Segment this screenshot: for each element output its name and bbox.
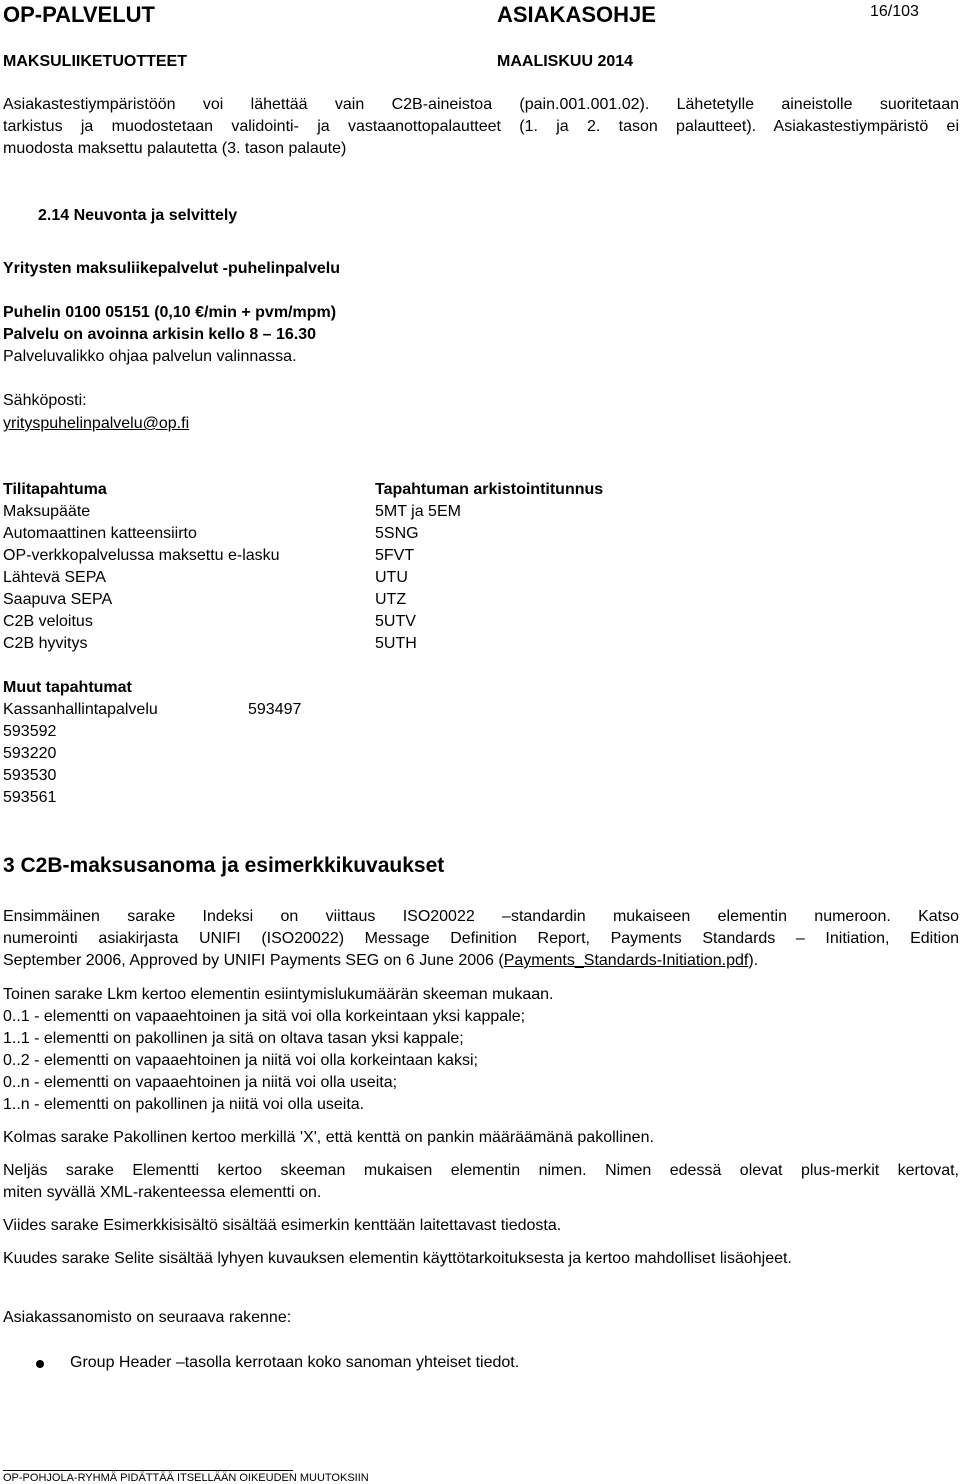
intro-line: muodosta maksettu palautetta (3. tason palaute) — [3, 140, 347, 157]
paragraph-line: 0..1 - elementti on vapaaehtoinen ja sitä voi olla korkeintaan yksi kappale; — [3, 1008, 526, 1025]
table-row — [3, 611, 803, 633]
section-3-paragraph-4 — [3, 1160, 959, 1204]
table-cell: 5SNG — [375, 525, 419, 542]
paragraph-line: 1..n - elementti on pakollinen ja niitä voi olla useita. — [3, 1096, 365, 1113]
paragraph-line: numerointi asiakirjasta UNIFI (ISO20022) Message Definition Report, Payments Standards – Initiation, Edition — [3, 930, 959, 947]
payments-standards-link[interactable]: Payments_Standards-Initiation.pdf — [503, 952, 749, 969]
table-cell: C2B hyvitys — [3, 635, 88, 652]
menu-line: Palveluvalikko ohjaa palvelun valinnassa. — [3, 348, 297, 365]
table-row — [3, 633, 803, 655]
intro-paragraph — [3, 94, 959, 160]
other-event-code: 593220 — [3, 745, 57, 762]
table-cell: 5UTH — [375, 635, 417, 652]
bullet-text: Group Header –tasolla kerrotaan koko sanoman yhteiset tiedot. — [70, 1354, 520, 1371]
table-cell: Saapuva SEPA — [3, 591, 113, 608]
other-events-first-code: 593497 — [248, 701, 302, 718]
section-3-paragraph-6 — [3, 1248, 959, 1270]
table-cell: 5UTV — [375, 613, 416, 630]
other-events-heading: Muut tapahtumat — [3, 679, 132, 696]
section-3-paragraph-2 — [3, 984, 959, 1116]
intro-line: tarkistus ja muodostetaan validointi- ja vastaanottopalautteet (1. ja 2. tason palautteet). Asiakastestiympäristö ei — [3, 118, 959, 135]
paragraph-line: Neljäs sarake Elementti kertoo skeeman mukaisen elementin nimen. Nimen edessä olevat plus-merkit kertovat, — [3, 1162, 959, 1179]
table-cell: UTU — [375, 569, 408, 586]
table-row — [3, 589, 803, 611]
section-3-paragraph-1 — [3, 906, 959, 972]
footer-divider — [3, 1470, 293, 1471]
other-events-first-label: Kassanhallintapalvelu — [3, 701, 158, 718]
header-center-title: ASIAKASOHJE — [497, 2, 656, 27]
paragraph-line: Ensimmäinen sarake Indeksi on viittaus ISO20022 –standardin mukaiseen elementin numeroon. Katso — [3, 908, 959, 925]
table-cell: OP-verkkopalvelussa maksettu e-lasku — [3, 547, 280, 564]
header-date: MAALISKUU 2014 — [497, 53, 634, 70]
link-prefix: September 2006, Approved by UNIFI Payments SEG on 6 June 2006 ( — [3, 952, 504, 969]
table-row — [3, 545, 803, 567]
table-row — [3, 501, 803, 523]
paragraph-line: 1..1 - elementti on pakollinen ja sitä on oltava tasan yksi kappale; — [3, 1030, 464, 1047]
section-heading-2-14: 2.14 Neuvonta ja selvittely — [38, 207, 238, 224]
email-link[interactable] — [3, 414, 189, 434]
section-3-paragraph-5 — [3, 1215, 959, 1237]
header-left-title: OP-PALVELUT — [3, 2, 155, 27]
other-event-code: 593592 — [3, 723, 57, 740]
table-row — [3, 567, 803, 589]
section-3-paragraph-3 — [3, 1127, 959, 1149]
section-3-paragraph-7 — [3, 1307, 959, 1329]
hours-line: Palvelu on avoinna arkisin kello 8 – 16.30 — [3, 326, 317, 343]
section-heading-3: 3 C2B-maksusanoma ja esimerkkikuvaukset — [3, 854, 445, 877]
table-cell: Maksupääte — [3, 503, 91, 520]
email-address[interactable]: yrityspuhelinpalvelu@op.fi — [3, 415, 190, 432]
intro-line: Asiakastestiympäristöön voi lähettää vain C2B-aineistoa (pain.001.001.02). Lähetetylle aineistolle suoritetaan — [3, 96, 959, 113]
paragraph-line: Kolmas sarake Pakollinen kertoo merkillä 'X', että kenttä on pankin määräämänä pakollinen. — [3, 1129, 654, 1146]
paragraph-line: 0..n - elementti on vapaaehtoinen ja niitä voi olla useita; — [3, 1074, 398, 1091]
footer-text: OP-POHJOLA-RYHMÄ PIDÄTTÄÄ ITSELLÄÄN OIKEUDEN MUUTOKSIIN — [3, 1472, 369, 1484]
paragraph-line: miten syvällä XML-rakenteessa elementti on. — [3, 1184, 322, 1201]
codes-table-header — [3, 479, 803, 501]
paragraph-line: 0..2 - elementti on vapaaehtoinen ja niitä voi olla korkeintaan kaksi; — [3, 1052, 478, 1069]
paragraph-line: Viides sarake Esimerkkisisältö sisältää esimerkin kenttään laitettavast tiedosta. — [3, 1217, 562, 1234]
table-cell: 5MT ja 5EM — [375, 503, 461, 520]
email-label: Sähköposti: — [3, 392, 87, 409]
paragraph-line-with-link — [3, 950, 959, 972]
other-event-code: 593561 — [3, 789, 57, 806]
service-title: Yritysten maksuliikepalvelut -puhelinpalvelu — [3, 260, 340, 277]
table-header-cell: Tapahtuman arkistointitunnus — [375, 481, 604, 498]
paragraph-line: Toinen sarake Lkm kertoo elementin esiintymislukumäärän skeeman mukaan. — [3, 986, 554, 1003]
other-event-code: 593530 — [3, 767, 57, 784]
table-cell: 5FVT — [375, 547, 415, 564]
paragraph-line: Kuudes sarake Selite sisältää lyhyen kuvauksen elementin käyttötarkoituksesta ja kertoo mahdolliset lisäohjeet. — [3, 1250, 792, 1267]
header-subtitle: MAKSULIIKETUOTTEET — [3, 53, 187, 70]
page-number: 16/103 — [870, 3, 919, 20]
bullet-icon — [36, 1360, 44, 1368]
table-cell: UTZ — [375, 591, 407, 608]
table-cell: Automaattinen katteensiirto — [3, 525, 197, 542]
table-row — [3, 523, 803, 545]
paragraph-line: Asiakassanomisto on seuraava rakenne: — [3, 1309, 292, 1326]
table-header-cell: Tilitapahtuma — [3, 481, 107, 498]
link-suffix: ). — [748, 952, 759, 969]
table-cell: Lähtevä SEPA — [3, 569, 106, 586]
phone-line: Puhelin 0100 05151 (0,10 €/min + pvm/mpm) — [3, 304, 337, 321]
table-cell: C2B veloitus — [3, 613, 93, 630]
